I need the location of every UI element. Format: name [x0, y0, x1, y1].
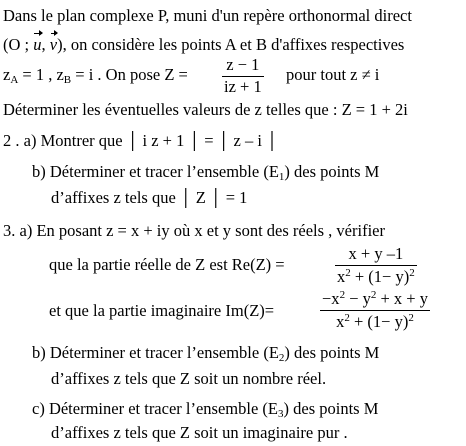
- q3-b-line-2: d’affixes z tels que Z soit un nombre réel.: [51, 369, 327, 388]
- q2-b-end: ) des points M: [284, 162, 380, 181]
- q3-b-line-1: [32, 345, 379, 364]
- fraction-re-denominator: $x^2 + (1- y)^2$: [337, 266, 415, 286]
- fraction-im-denominator: $x^2 + (1- y)^2$: [336, 311, 414, 331]
- q2-b-line-1: [32, 164, 379, 183]
- q2-b-line-2: d’affixes z tels que │ Z │ = 1: [51, 188, 248, 207]
- fraction-z-denominator: iz + 1: [224, 76, 262, 96]
- intro-line-1: Dans le plan complexe P, muni d'un repère orthonormal direct: [3, 6, 412, 25]
- q3-a-line-1: 3. a) En posant z = x + iy où x et y sont des réels , vérifier: [3, 221, 385, 240]
- frame-comma: ,: [41, 35, 46, 54]
- intro-line-2: [3, 37, 404, 54]
- vector-u: u: [33, 35, 42, 54]
- fraction-re: [335, 246, 417, 285]
- q3-a-line-3: et que la partie imaginaire Im(Z)=: [49, 301, 275, 320]
- q3-b-text: b) Déterminer et tracer l’ensemble (E: [32, 343, 279, 362]
- fraction-z: [222, 57, 264, 95]
- frame-origin: (O ;: [3, 35, 30, 54]
- intro-line-4: Déterminer les éventuelles valeurs de z telles que : Z = 1 + 2i: [3, 100, 408, 119]
- q3-b-end: ) des points M: [284, 343, 380, 362]
- q3-b-subscript: 2: [278, 352, 285, 364]
- intro-line-3-end: pour tout z ≠ i: [286, 65, 380, 84]
- za-letter: z: [3, 65, 11, 84]
- fraction-im: [320, 290, 430, 330]
- fraction-re-numerator: x + y –1: [348, 244, 404, 263]
- q2-b-subscript: 1: [278, 171, 285, 183]
- q2-a: 2 . a) Montrer que │ i z + 1 │ = │ z – i │: [3, 131, 278, 150]
- fraction-z-numerator: z − 1: [226, 55, 260, 74]
- zb-equation: = i . On pose Z =: [71, 65, 188, 84]
- vector-v: v: [49, 35, 58, 54]
- q3-c-line-2: d’affixes z tels que Z soit un imaginaire pur .: [51, 423, 348, 442]
- q3-c-line-1: [32, 401, 378, 420]
- q3-c-text: c) Déterminer et tracer l’ensemble (E: [32, 399, 278, 418]
- intro-line-3: [3, 67, 188, 86]
- za-equation: = 1 , z: [18, 65, 64, 84]
- q2-b-text: b) Déterminer et tracer l’ensemble (E: [32, 162, 279, 181]
- fraction-im-numerator: $-x^2 - y^2 + x + y$: [322, 289, 428, 308]
- q3-a-line-2: que la partie réelle de Z est Re(Z) =: [49, 255, 285, 274]
- zb-subscript: B: [63, 74, 72, 86]
- q3-c-subscript: 3: [278, 408, 284, 420]
- za-subscript: A: [10, 74, 19, 86]
- intro-line-2-rest: ), on considère les points A et B d'affixes respectives: [57, 35, 405, 54]
- q3-c-end: ) des points M: [283, 399, 379, 418]
